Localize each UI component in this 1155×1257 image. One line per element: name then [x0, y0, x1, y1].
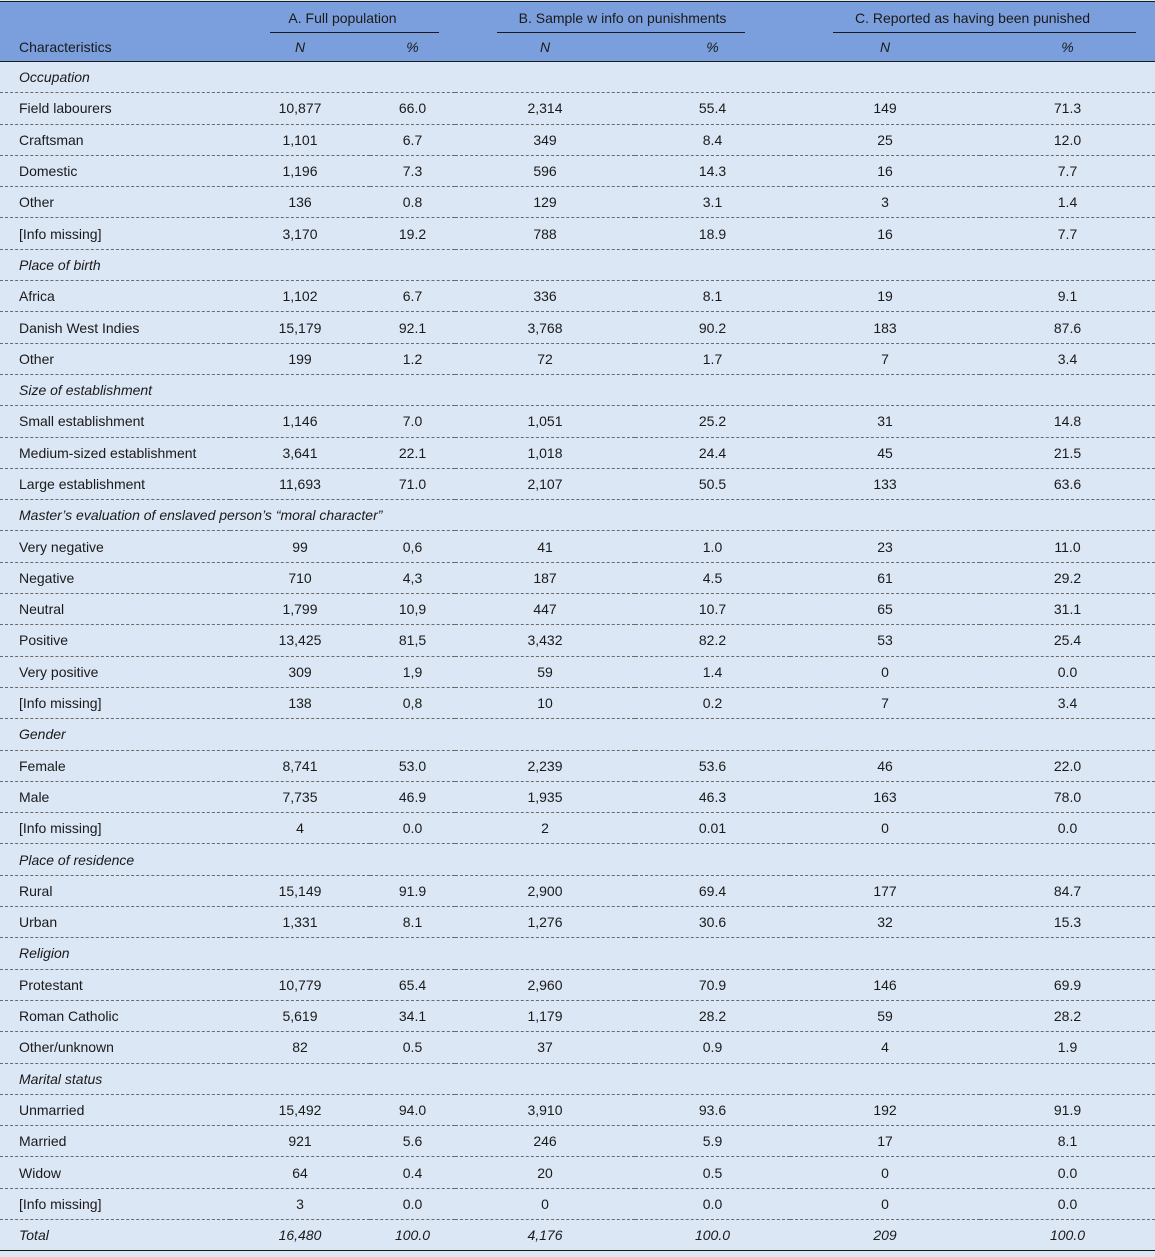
- group-a-n-cell: 15,179: [230, 312, 370, 343]
- column-header-row: [0, 33, 1155, 62]
- row-label: Urban: [0, 907, 230, 938]
- group-a-pct-cell: 81,5: [370, 625, 455, 656]
- group-b-n-cell: 336: [455, 281, 635, 312]
- group-b-n-cell: 3,910: [455, 1094, 635, 1125]
- group-b-n-cell: 2,900: [455, 875, 635, 906]
- table-row: [0, 1157, 1155, 1188]
- group-c-pct-cell: 31.1: [980, 594, 1155, 625]
- group-header-row: [0, 2, 1155, 34]
- group-b-n-cell: 4,176: [455, 1219, 635, 1250]
- group-a-pct-cell: 10,9: [370, 594, 455, 625]
- group-a-pct-cell: 5.6: [370, 1126, 455, 1157]
- section-label: Marital status: [0, 1063, 1155, 1094]
- group-b-pct-cell: 1.0: [635, 531, 790, 562]
- group-c-n-cell: 0: [790, 813, 980, 844]
- group-b-pct-cell: 0.2: [635, 687, 790, 718]
- group-b-n-cell: 41: [455, 531, 635, 562]
- group-a-pct-cell: 1,9: [370, 656, 455, 687]
- group-c-pct-cell: 87.6: [980, 312, 1155, 343]
- group-b-n-cell: 59: [455, 656, 635, 687]
- group-b-n-cell: 129: [455, 187, 635, 218]
- row-label: Large establishment: [0, 468, 230, 499]
- group-a-n-header: N: [230, 33, 370, 62]
- group-c-pct-cell: 100.0: [980, 1219, 1155, 1250]
- group-a-pct-cell: 22.1: [370, 437, 455, 468]
- table-row: [0, 468, 1155, 499]
- section-label: Place of residence: [0, 844, 1155, 875]
- group-a-n-cell: 138: [230, 687, 370, 718]
- row-label: Domestic: [0, 155, 230, 186]
- section-row: [0, 249, 1155, 280]
- row-label: Roman Catholic: [0, 1000, 230, 1031]
- table-row: [0, 187, 1155, 218]
- group-b-n-cell: 2,960: [455, 969, 635, 1000]
- group-c-n-cell: 59: [790, 1000, 980, 1031]
- group-a-pct-cell: 7.3: [370, 155, 455, 186]
- group-a-n-cell: 15,492: [230, 1094, 370, 1125]
- group-b-pct-cell: 25.2: [635, 406, 790, 437]
- group-a-pct-cell: 34.1: [370, 1000, 455, 1031]
- row-label: Total: [0, 1219, 230, 1250]
- table-row: [0, 781, 1155, 812]
- section-label: Size of establishment: [0, 374, 1155, 405]
- header-blank: [0, 2, 230, 34]
- group-b-pct-cell: 53.6: [635, 750, 790, 781]
- row-label: Danish West Indies: [0, 312, 230, 343]
- table-row: [0, 594, 1155, 625]
- group-a-n-cell: 10,877: [230, 93, 370, 124]
- group-c-n-cell: 25: [790, 124, 980, 155]
- section-row: [0, 374, 1155, 405]
- group-b-n-cell: 3,768: [455, 312, 635, 343]
- group-c-n-cell: 163: [790, 781, 980, 812]
- group-c-n-cell: 149: [790, 93, 980, 124]
- group-b-n-cell: 72: [455, 343, 635, 374]
- group-c-label: C. Reported as having been punished: [854, 9, 1091, 26]
- group-b-pct-cell: 69.4: [635, 875, 790, 906]
- total-row: [0, 1219, 1155, 1250]
- group-a-n-cell: 1,799: [230, 594, 370, 625]
- group-b-pct-cell: 30.6: [635, 907, 790, 938]
- row-label: Other: [0, 343, 230, 374]
- section-row: [0, 844, 1155, 875]
- group-a-pct-cell: 0,6: [370, 531, 455, 562]
- group-a-n-cell: 710: [230, 562, 370, 593]
- group-b-n-cell: 20: [455, 1157, 635, 1188]
- group-c-pct-cell: 7.7: [980, 155, 1155, 186]
- group-c-n-cell: 7: [790, 343, 980, 374]
- group-b-n-cell: 2: [455, 813, 635, 844]
- group-c-n-cell: 192: [790, 1094, 980, 1125]
- group-b-pct-cell: 100.0: [635, 1219, 790, 1250]
- group-c-n-cell: 133: [790, 468, 980, 499]
- group-a-n-cell: 3,170: [230, 218, 370, 249]
- table-row: [0, 656, 1155, 687]
- characteristics-table: [0, 1, 1155, 1251]
- row-label: Field labourers: [0, 93, 230, 124]
- table-row: [0, 437, 1155, 468]
- group-c-pct-cell: 91.9: [980, 1094, 1155, 1125]
- row-label: Craftsman: [0, 124, 230, 155]
- group-a-underline: [270, 32, 439, 33]
- group-a-n-cell: 3,641: [230, 437, 370, 468]
- group-c-pct-cell: 69.9: [980, 969, 1155, 1000]
- group-a-pct-cell: 66.0: [370, 93, 455, 124]
- group-a-pct-cell: 7.0: [370, 406, 455, 437]
- group-c-pct-cell: 3.4: [980, 687, 1155, 718]
- group-c-pct-cell: 0.0: [980, 1188, 1155, 1219]
- table-row: [0, 1032, 1155, 1063]
- table-row: [0, 281, 1155, 312]
- group-c-header: [790, 2, 1155, 34]
- group-c-pct-cell: 0.0: [980, 1157, 1155, 1188]
- group-b-n-cell: 596: [455, 155, 635, 186]
- group-c-pct-cell: 78.0: [980, 781, 1155, 812]
- group-c-n-cell: 209: [790, 1219, 980, 1250]
- group-a-pct-cell: 1.2: [370, 343, 455, 374]
- group-a-pct-cell: 92.1: [370, 312, 455, 343]
- group-a-n-cell: 5,619: [230, 1000, 370, 1031]
- group-c-pct-cell: 29.2: [980, 562, 1155, 593]
- group-c-n-cell: 183: [790, 312, 980, 343]
- group-b-pct-cell: 1.4: [635, 656, 790, 687]
- group-c-pct-cell: 3.4: [980, 343, 1155, 374]
- table-row: [0, 1094, 1155, 1125]
- group-c-pct-cell: 84.7: [980, 875, 1155, 906]
- group-b-n-cell: 1,276: [455, 907, 635, 938]
- group-a-pct-cell: 0.5: [370, 1032, 455, 1063]
- group-a-pct-cell: 19.2: [370, 218, 455, 249]
- group-a-n-cell: 82: [230, 1032, 370, 1063]
- group-c-pct-cell: 63.6: [980, 468, 1155, 499]
- table-row: [0, 1126, 1155, 1157]
- group-a-pct-cell: 91.9: [370, 875, 455, 906]
- group-b-n-cell: 2,239: [455, 750, 635, 781]
- group-a-n-cell: 199: [230, 343, 370, 374]
- table-row: [0, 625, 1155, 656]
- group-c-pct-cell: 12.0: [980, 124, 1155, 155]
- characteristics-header: Characteristics: [0, 33, 230, 62]
- group-a-n-cell: 3: [230, 1188, 370, 1219]
- group-c-pct-cell: 7.7: [980, 218, 1155, 249]
- group-b-n-cell: 3,432: [455, 625, 635, 656]
- group-c-pct-cell: 15.3: [980, 907, 1155, 938]
- group-b-pct-cell: 18.9: [635, 218, 790, 249]
- group-c-pct-cell: 0.0: [980, 813, 1155, 844]
- group-b-pct-cell: 8.4: [635, 124, 790, 155]
- group-b-n-cell: 1,179: [455, 1000, 635, 1031]
- group-c-n-cell: 16: [790, 218, 980, 249]
- group-a-n-cell: 1,331: [230, 907, 370, 938]
- group-c-pct-cell: 11.0: [980, 531, 1155, 562]
- group-a-n-cell: 13,425: [230, 625, 370, 656]
- group-c-pct-cell: 21.5: [980, 437, 1155, 468]
- group-b-pct-cell: 10.7: [635, 594, 790, 625]
- row-label: [Info missing]: [0, 687, 230, 718]
- group-b-n-cell: 187: [455, 562, 635, 593]
- group-b-label: B. Sample w info on punishments: [518, 9, 727, 26]
- group-c-n-cell: 0: [790, 1188, 980, 1219]
- row-label: [Info missing]: [0, 813, 230, 844]
- group-a-pct-cell: 6.7: [370, 281, 455, 312]
- group-b-n-cell: 349: [455, 124, 635, 155]
- group-a-n-cell: 4: [230, 813, 370, 844]
- row-label: Small establishment: [0, 406, 230, 437]
- group-c-n-cell: 19: [790, 281, 980, 312]
- group-b-underline: [497, 32, 745, 33]
- group-a-pct-cell: 4,3: [370, 562, 455, 593]
- row-label: Male: [0, 781, 230, 812]
- group-b-n-cell: 1,051: [455, 406, 635, 437]
- group-a-pct-cell: 0.0: [370, 1188, 455, 1219]
- group-b-pct-cell: 82.2: [635, 625, 790, 656]
- group-b-header: [455, 2, 790, 34]
- group-b-pct-cell: 5.9: [635, 1126, 790, 1157]
- group-c-n-cell: 65: [790, 594, 980, 625]
- row-label: Unmarried: [0, 1094, 230, 1125]
- group-a-n-cell: 15,149: [230, 875, 370, 906]
- section-label: Gender: [0, 719, 1155, 750]
- group-a-n-cell: 99: [230, 531, 370, 562]
- table-row: [0, 531, 1155, 562]
- group-a-n-cell: 1,101: [230, 124, 370, 155]
- group-b-pct-header: %: [635, 33, 790, 62]
- group-b-pct-cell: 93.6: [635, 1094, 790, 1125]
- table-body: [0, 62, 1155, 1251]
- group-c-pct-cell: 25.4: [980, 625, 1155, 656]
- group-b-n-cell: 2,107: [455, 468, 635, 499]
- row-label: Positive: [0, 625, 230, 656]
- group-c-pct-cell: 71.3: [980, 93, 1155, 124]
- group-b-pct-cell: 8.1: [635, 281, 790, 312]
- group-c-n-cell: 16: [790, 155, 980, 186]
- row-label: Other: [0, 187, 230, 218]
- table-row: [0, 1188, 1155, 1219]
- group-a-pct-cell: 0.8: [370, 187, 455, 218]
- group-b-pct-cell: 70.9: [635, 969, 790, 1000]
- group-c-n-cell: 46: [790, 750, 980, 781]
- group-b-pct-cell: 28.2: [635, 1000, 790, 1031]
- row-label: [Info missing]: [0, 1188, 230, 1219]
- group-a-label: A. Full population: [288, 9, 397, 26]
- group-b-pct-cell: 46.3: [635, 781, 790, 812]
- table-row: [0, 93, 1155, 124]
- row-label: Very positive: [0, 656, 230, 687]
- group-a-pct-cell: 8.1: [370, 907, 455, 938]
- group-a-n-cell: 16,480: [230, 1219, 370, 1250]
- group-b-n-cell: 2,314: [455, 93, 635, 124]
- row-label: Married: [0, 1126, 230, 1157]
- group-a-pct-cell: 0.0: [370, 813, 455, 844]
- table-row: [0, 1000, 1155, 1031]
- group-c-n-cell: 32: [790, 907, 980, 938]
- table-row: [0, 687, 1155, 718]
- row-label: Medium-sized establishment: [0, 437, 230, 468]
- group-c-n-header: N: [790, 33, 980, 62]
- group-c-n-cell: 23: [790, 531, 980, 562]
- group-a-n-cell: 7,735: [230, 781, 370, 812]
- group-b-pct-cell: 0.0: [635, 1188, 790, 1219]
- group-c-pct-cell: 1.9: [980, 1032, 1155, 1063]
- group-b-n-cell: 1,935: [455, 781, 635, 812]
- group-a-pct-cell: 0,8: [370, 687, 455, 718]
- table-row: [0, 155, 1155, 186]
- group-a-pct-cell: 6.7: [370, 124, 455, 155]
- group-a-n-cell: 10,779: [230, 969, 370, 1000]
- section-label: Religion: [0, 938, 1155, 969]
- section-row: [0, 62, 1155, 93]
- group-b-n-cell: 1,018: [455, 437, 635, 468]
- group-a-n-cell: 1,102: [230, 281, 370, 312]
- group-c-n-cell: 17: [790, 1126, 980, 1157]
- section-label: Master’s evaluation of enslaved person’s “moral character”: [0, 500, 1155, 531]
- group-c-n-cell: 4: [790, 1032, 980, 1063]
- section-row: [0, 938, 1155, 969]
- group-c-n-cell: 0: [790, 1157, 980, 1188]
- table-row: [0, 562, 1155, 593]
- group-b-pct-cell: 4.5: [635, 562, 790, 593]
- group-a-n-cell: 921: [230, 1126, 370, 1157]
- group-c-n-cell: 31: [790, 406, 980, 437]
- group-b-pct-cell: 3.1: [635, 187, 790, 218]
- group-c-n-cell: 53: [790, 625, 980, 656]
- group-b-n-cell: 37: [455, 1032, 635, 1063]
- group-b-pct-cell: 90.2: [635, 312, 790, 343]
- group-c-n-cell: 0: [790, 656, 980, 687]
- group-c-n-cell: 45: [790, 437, 980, 468]
- group-c-pct-cell: 0.0: [980, 656, 1155, 687]
- section-label: Occupation: [0, 62, 1155, 93]
- section-row: [0, 719, 1155, 750]
- group-a-n-cell: 309: [230, 656, 370, 687]
- section-row: [0, 1063, 1155, 1094]
- group-a-n-cell: 136: [230, 187, 370, 218]
- group-a-n-cell: 11,693: [230, 468, 370, 499]
- group-a-pct-cell: 53.0: [370, 750, 455, 781]
- group-c-n-cell: 3: [790, 187, 980, 218]
- group-a-pct-cell: 94.0: [370, 1094, 455, 1125]
- group-a-pct-cell: 46.9: [370, 781, 455, 812]
- row-label: Neutral: [0, 594, 230, 625]
- group-b-pct-cell: 50.5: [635, 468, 790, 499]
- row-label: Very negative: [0, 531, 230, 562]
- group-c-n-cell: 177: [790, 875, 980, 906]
- group-b-n-cell: 246: [455, 1126, 635, 1157]
- group-b-pct-cell: 24.4: [635, 437, 790, 468]
- group-a-pct-cell: 71.0: [370, 468, 455, 499]
- group-c-n-cell: 146: [790, 969, 980, 1000]
- row-label: Rural: [0, 875, 230, 906]
- group-b-n-cell: 788: [455, 218, 635, 249]
- row-label: Protestant: [0, 969, 230, 1000]
- group-b-n-cell: 447: [455, 594, 635, 625]
- row-label: Female: [0, 750, 230, 781]
- group-c-pct-cell: 22.0: [980, 750, 1155, 781]
- group-c-n-cell: 7: [790, 687, 980, 718]
- row-label: Negative: [0, 562, 230, 593]
- group-b-pct-cell: 0.01: [635, 813, 790, 844]
- group-a-n-cell: 1,196: [230, 155, 370, 186]
- group-b-n-header: N: [455, 33, 635, 62]
- table-row: [0, 343, 1155, 374]
- group-c-pct-cell: 28.2: [980, 1000, 1155, 1031]
- group-b-n-cell: 10: [455, 687, 635, 718]
- group-c-pct-cell: 14.8: [980, 406, 1155, 437]
- group-b-pct-cell: 0.5: [635, 1157, 790, 1188]
- group-b-pct-cell: 0.9: [635, 1032, 790, 1063]
- group-c-pct-cell: 9.1: [980, 281, 1155, 312]
- group-a-n-cell: 8,741: [230, 750, 370, 781]
- row-label: Widow: [0, 1157, 230, 1188]
- group-a-pct-header: %: [370, 33, 455, 62]
- group-b-n-cell: 0: [455, 1188, 635, 1219]
- table-row: [0, 218, 1155, 249]
- row-label: Africa: [0, 281, 230, 312]
- section-row: [0, 500, 1155, 531]
- group-c-n-cell: 61: [790, 562, 980, 593]
- table-row: [0, 813, 1155, 844]
- table-row: [0, 907, 1155, 938]
- section-label: Place of birth: [0, 249, 1155, 280]
- group-a-header: [230, 2, 455, 34]
- group-b-pct-cell: 14.3: [635, 155, 790, 186]
- group-c-pct-cell: 8.1: [980, 1126, 1155, 1157]
- group-a-pct-cell: 0.4: [370, 1157, 455, 1188]
- table-row: [0, 124, 1155, 155]
- group-a-n-cell: 1,146: [230, 406, 370, 437]
- table-row: [0, 875, 1155, 906]
- group-a-pct-cell: 65.4: [370, 969, 455, 1000]
- table-header: [0, 2, 1155, 62]
- group-a-n-cell: 64: [230, 1157, 370, 1188]
- group-c-underline: [833, 32, 1136, 33]
- group-c-pct-cell: 1.4: [980, 187, 1155, 218]
- row-label: Other/unknown: [0, 1032, 230, 1063]
- group-b-pct-cell: 1.7: [635, 343, 790, 374]
- group-a-pct-cell: 100.0: [370, 1219, 455, 1250]
- table-row: [0, 750, 1155, 781]
- table-row: [0, 406, 1155, 437]
- row-label: [Info missing]: [0, 218, 230, 249]
- group-c-pct-header: %: [980, 33, 1155, 62]
- group-b-pct-cell: 55.4: [635, 93, 790, 124]
- table-row: [0, 312, 1155, 343]
- table-row: [0, 969, 1155, 1000]
